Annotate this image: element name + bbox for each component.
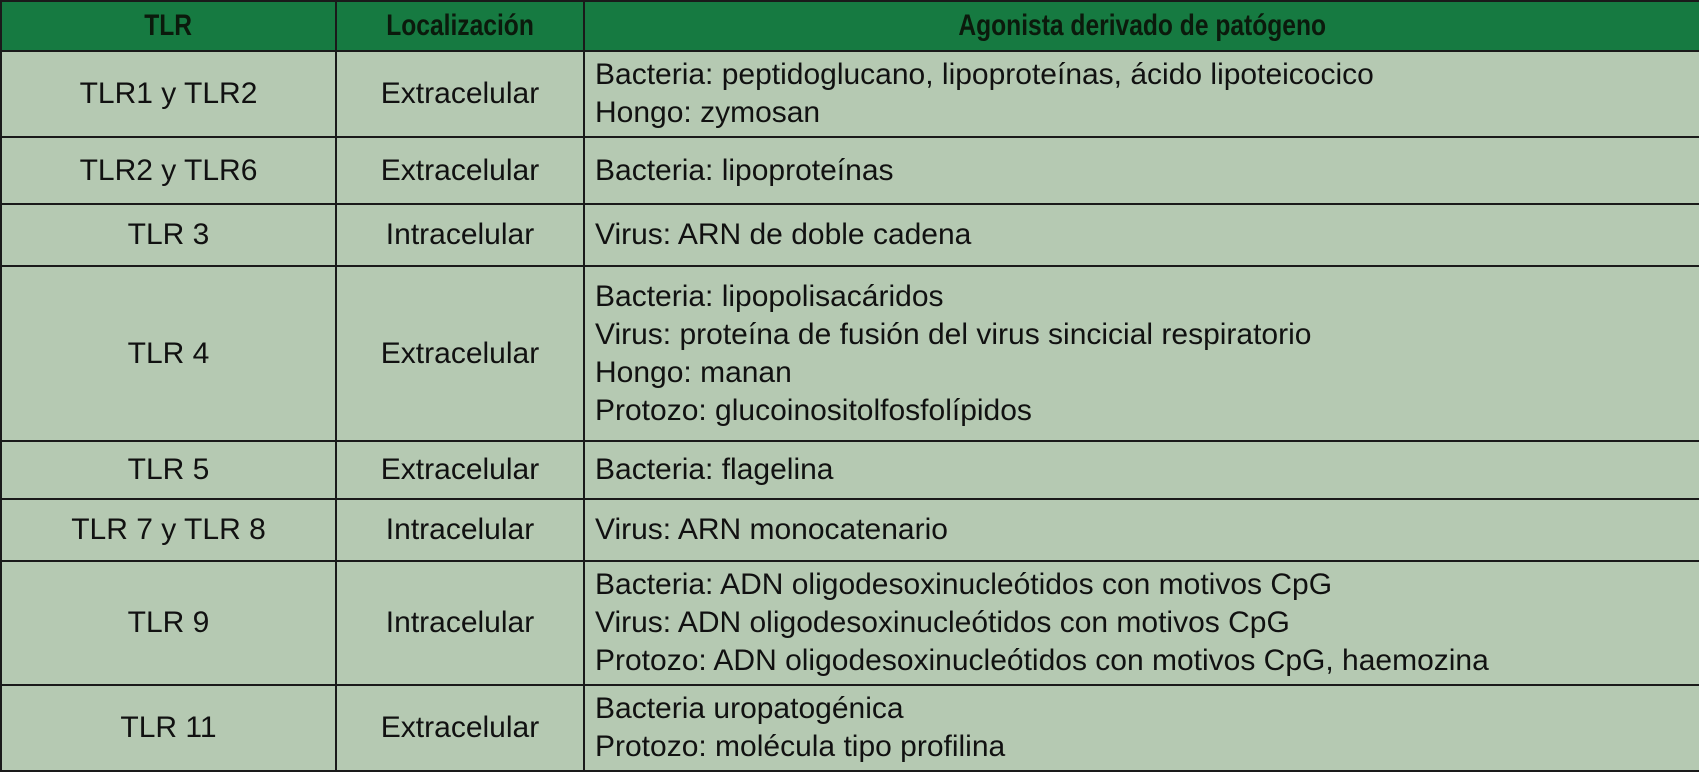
agonist-line: Virus: ADN oligodesoxinucleótidos con motivos CpG [595,606,1290,639]
tlr-cell: TLR 4 [1,266,336,441]
localizacion-cell: Intracelular [336,561,584,685]
agonist-line: Bacteria: lipoproteínas [595,153,894,187]
table-row [1,51,1699,137]
header-tlr: TLR [1,1,336,51]
table-row [1,499,1699,561]
localizacion-cell: Extracelular [336,266,584,441]
localizacion-cell: Extracelular [336,137,584,204]
agonist-line: Protozo: ADN oligodesoxinucleótidos con motivos CpG, haemozina [595,644,1489,677]
agonist-cell [584,204,1699,266]
localizacion-cell: Intracelular [336,204,584,266]
agonist-cell [584,561,1699,685]
agonist-line: Bacteria: lipopolisacáridos [595,279,944,313]
table-row [1,441,1699,499]
agonist-cell [584,137,1699,204]
localizacion-cell: Extracelular [336,51,584,137]
agonist-line: Virus: ARN monocatenario [595,513,948,546]
agonist-cell [584,266,1699,441]
agonist-cell [584,441,1699,499]
tlr-cell: TLR 9 [1,561,336,685]
localizacion-cell: Intracelular [336,499,584,561]
header-row [1,1,1699,51]
table-row [1,204,1699,266]
table-row [1,137,1699,204]
agonist-cell [584,51,1699,137]
header-agonista: Agonista derivado de patógeno [584,1,1699,51]
agonist-cell [584,499,1699,561]
tlr-cell: TLR 5 [1,441,336,499]
agonist-line: Bacteria: flagelina [595,453,834,486]
agonist-line: Hongo: manan [595,355,792,389]
agonist-line: Protozo: molécula tipo profilina [595,730,1006,763]
agonist-line: Bacteria: ADN oligodesoxinucleótidos con motivos CpG [595,568,1333,601]
agonist-line: Bacteria uropatogénica [595,692,904,725]
tlr-cell: TLR 11 [1,685,336,771]
tlr-cell: TLR1 y TLR2 [1,51,336,137]
header-localizacion: Localización [336,1,584,51]
agonist-line: Hongo: zymosan [595,96,821,129]
tlr-cell: TLR2 y TLR6 [1,137,336,204]
agonist-cell [584,685,1699,771]
table-row [1,561,1699,685]
agonist-line: Virus: ARN de doble cadena [595,218,972,251]
agonist-line: Protozo: glucoinositolfosfolípidos [595,393,1032,427]
table-row [1,266,1699,441]
table-row [1,685,1699,771]
localizacion-cell: Extracelular [336,441,584,499]
tlr-cell: TLR 3 [1,204,336,266]
agonist-line: Bacteria: peptidoglucano, lipoproteínas, ácido lipoteicocico [595,58,1374,91]
agonist-line: Virus: proteína de fusión del virus sincicial respiratorio [595,317,1312,351]
localizacion-cell: Extracelular [336,685,584,771]
tlr-cell: TLR 7 y TLR 8 [1,499,336,561]
